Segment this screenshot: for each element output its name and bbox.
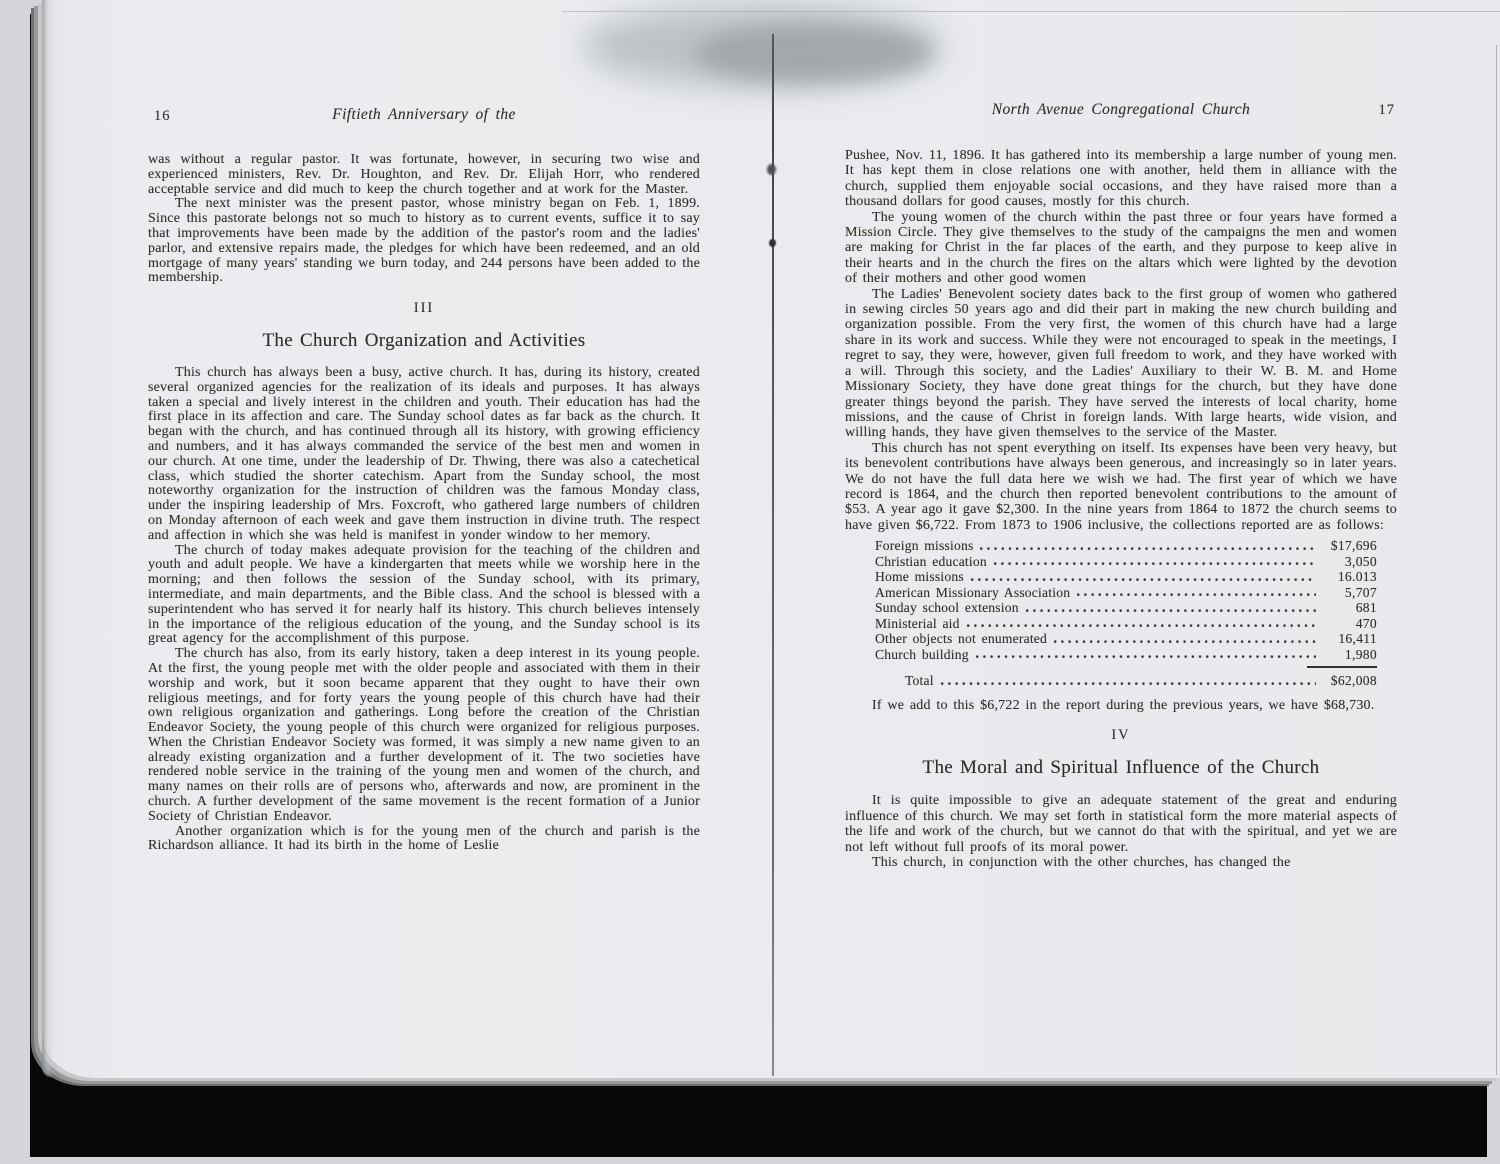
paragraph: was without a regular pastor. It was fortunate, however, in securing two wise and experienced ministers, Rev. Dr. Houghton, and Rev. Dr. Elijah Horr, who rendered acceptable service and did much to keep the church together and at work for the Master. xyxy=(148,152,700,197)
page-number: 16 xyxy=(154,108,171,124)
total-value: $62,008 xyxy=(1330,673,1377,689)
table-total-row xyxy=(845,673,1397,689)
table-row xyxy=(845,647,1397,663)
running-head xyxy=(845,102,1397,121)
row-label: Christian education xyxy=(875,553,987,569)
book-gutter xyxy=(772,34,774,1076)
section-number: III xyxy=(413,300,435,317)
section-number: IV xyxy=(1111,727,1131,744)
table-row xyxy=(845,538,1397,554)
paragraph: The young women of the church within the past three or four years have formed a Mission Circle. They give themselves to the study of the campaigns the men and women are making for Christ in the far places of the earth, and they purpose to keep alive in their hearts and in the church the fires on the altars which were lighted by the devotion of their mothers and other good women xyxy=(845,209,1397,287)
paragraph: If we add to this $6,722 in the report during the previous years, we have $68,730. xyxy=(872,697,1375,713)
book-paper xyxy=(42,0,1500,1078)
page-number: 17 xyxy=(1378,102,1395,118)
row-value: 16,411 xyxy=(1338,631,1377,647)
paragraph: This church, in conjunction with the other churches, has changed the xyxy=(872,855,1291,871)
ink-spot xyxy=(767,164,776,175)
paragraph: The Ladies' Benevolent society dates back to the first group of women who gathered in sewing circles 50 years ago and did their part in making the new church building and organization possible. From the very first, the women of this church have had a large share in its work and success. While they were not encouraged to speak in the meetings, I regret to say, they were, however, given full freedom to work, and they have worked with a will. Through this society, and the Ladies' Auxiliary to their W. B. M. and Home Missionary Society, they have done great things for the church, but they have done greater things beyond the parish. They have served the interests of local charity, home missions, and the cause of Christ in foreign lands. With large hearts, wide vision, and willing hands, they have given themselves to the service of the Master. xyxy=(845,286,1397,441)
leader-dots xyxy=(1054,640,1316,644)
paragraph: The next minister was the present pastor, whose ministry began on Feb. 1, 1899. Since this pastorate belongs not so much to history as to current events, suffice it to say that improvements have been made by the addition of the pastor's room and the ladies' parlor, and extensive repairs made, the pledges for which have been redeemed, and an old mortgage of many years' standing we burn today, and 244 persons have been added to the membership. xyxy=(148,196,700,286)
paragraph: Another organization which is for the young men of the church and parish is the Richardson alliance. It had its birth in the home of Leslie xyxy=(148,823,700,854)
paragraph: Pushee, Nov. 11, 1896. It has gathered into its membership a large number of young men. It has kept them in close relations one with another, held them in alliance with the church, supplied them enjoyable social occasions, and they have raised more than a thousand dollars for good causes, mostly for this church. xyxy=(845,148,1397,210)
row-value: 1,980 xyxy=(1344,646,1377,662)
running-title: North Avenue Congregational Church xyxy=(991,101,1251,118)
scan-artifact-line-right xyxy=(1496,45,1497,1075)
leader-dots xyxy=(971,578,1316,582)
contributions-table xyxy=(845,538,1397,689)
row-label: Other objects not enumerated xyxy=(875,631,1048,647)
page-right xyxy=(845,0,1397,871)
row-label: Home missions xyxy=(875,569,964,585)
running-title: Fiftieth Anniversary of the xyxy=(332,106,516,123)
page-left xyxy=(148,0,700,854)
table-row xyxy=(845,600,1397,616)
running-head xyxy=(148,108,700,127)
row-label: Ministerial aid xyxy=(875,615,960,631)
row-label: Sunday school extension xyxy=(875,600,1019,616)
section-heading: The Moral and Spiritual Influence of the Church xyxy=(922,757,1320,779)
paragraph: The church has also, from its early history, taken a deep interest in its young people. At the first, the young people met with the older people and associated with them in their worship and work, but it soon became apparent that they ought to have their own religious meetings, and for forty years the young people of this church have had their own religious organization and gatherings. Long before the creation of the Christian Endeavor Society, the young people of this church were organized for religious purposes. When the Christian Endeavor Society was formed, it was simply a new name given to an already existing organization and a further development of it. The two societies have rendered noble service in the training of the young men and women of the church, and many names on their rolls are of persons who, afterwards and now, are prominent in the church. A further development of the same movement is the recent formation of a Junior Society of Christian Endeavor. xyxy=(148,646,700,824)
row-label: Foreign missions xyxy=(875,538,974,554)
paragraph: This church has not spent everything on itself. Its expenses have been very heavy, but its benevolent contributions have always been generous, and increasingly so in later years. We do not have the full data here we wish we had. The first year of which we have record is 1864, and the church then reported benevolent contributions to the amount of $53. A year ago it gave $2,300. In the nine years from 1864 to 1872 the church seems to have given $6,722. From 1873 to 1906 inclusive, the collections reported are as follows: xyxy=(845,440,1397,533)
leader-dots xyxy=(1077,593,1316,597)
table-row xyxy=(845,554,1397,570)
row-label: Church building xyxy=(875,646,969,662)
leader-dots xyxy=(976,655,1316,659)
leader-dots xyxy=(967,624,1316,628)
row-value: 16.013 xyxy=(1337,569,1377,585)
table-row xyxy=(845,616,1397,632)
leader-dots xyxy=(1026,609,1316,613)
sum-rule xyxy=(1307,666,1377,668)
row-value: 681 xyxy=(1355,600,1377,616)
table-row xyxy=(845,569,1397,585)
row-value: 5,707 xyxy=(1344,584,1377,600)
leader-dots xyxy=(994,562,1316,566)
paragraph: It is quite impossible to give an adequate statement of the great and enduring influence of this church. We may set forth in statistical form the more material aspects of the life and work of the church, but we cannot do that with the spiritual, and yet we are not left without full proofs of its moral power. xyxy=(845,793,1397,855)
section-heading: The Church Organization and Activities xyxy=(262,329,586,351)
table-row xyxy=(845,631,1397,647)
leader-dots xyxy=(941,682,1316,686)
row-value: $17,696 xyxy=(1330,538,1377,554)
ink-spot xyxy=(769,239,776,247)
total-label: Total xyxy=(905,673,934,689)
leader-dots xyxy=(980,547,1316,551)
table-row xyxy=(845,585,1397,601)
row-value: 3,050 xyxy=(1344,553,1377,569)
paragraph: The church of today makes adequate provision for the teaching of the children and youth and adult people. We have a kindergarten that meets while we worship here in the morning; and then follows the session of the Sunday school, with its primary, intermediate, and main departments, and the Bible class. And the school is blessed with a superintendent who has served it for nearly half its history. This church believes intensely in the importance of the religious education of the young, and the Sunday school is its great agency for the accomplishment of this purpose. xyxy=(148,542,700,647)
paragraph: This church has always been a busy, active church. It has, during its history, created several organized agencies for the realization of its ideals and purposes. It has always taken a special and lively interest in the children and youth. Their education has had the first place in its affection and care. The Sunday school dates as far back as the church. It began with the church, and has continued through all its history, with growing efficiency and numbers, and it has always commanded the service of the best men and women in our church. At one time, under the leadership of Dr. Thwing, there was also a catechetical class, which studied the shorter catechism. Apart from the Sunday school, the most noteworthy organization for the instruction of children was the famous Monday class, under the inspiring leadership of Mrs. Foxcroft, who gathered large numbers of children on Monday afternoon of each week and gave them instruction in divine truth. The respect and affection in which she was held is manifest in yonder window to her memory. xyxy=(148,364,700,543)
row-label: American Missionary Association xyxy=(875,584,1071,600)
row-value: 470 xyxy=(1355,615,1377,631)
